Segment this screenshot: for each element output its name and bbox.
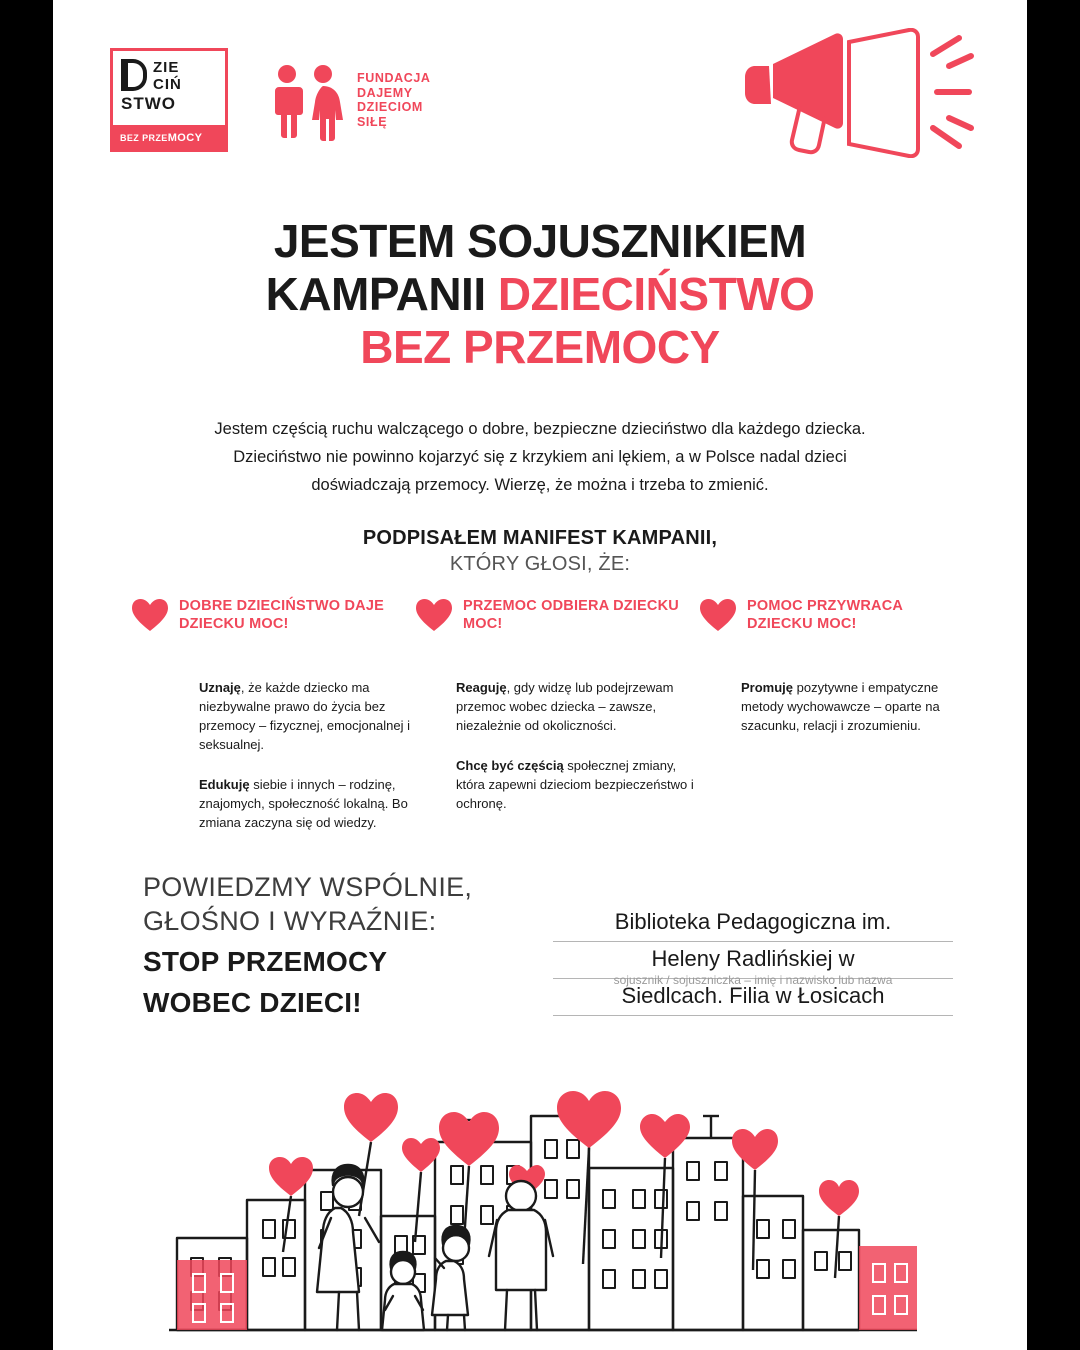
manifest-heading-light: KTÓRY GŁOSI, ŻE: — [449, 553, 631, 575]
heart-icon — [131, 598, 169, 632]
manifest-body-2 — [446, 678, 706, 853]
paragraph-lead: Uznaję — [199, 680, 241, 695]
paragraph-rest: , gdy widzę lub podejrzewam przemoc wobec dziecka – zawsze, niezależnie od okoliczności. — [456, 680, 674, 733]
column-heading-group-1 — [131, 597, 403, 633]
signature-block[interactable] — [553, 905, 953, 1016]
column-heading-group-3 — [699, 597, 971, 633]
manifest-heading — [53, 527, 1027, 576]
logo-dziecinstwo-bez-przemocy — [110, 48, 228, 152]
fdds-line-3: DZIECIOM — [357, 100, 423, 114]
title-line-1: JESTEM SOJUSZNIKIEM — [273, 215, 807, 267]
slogan-bold-line-2: WOBEC DZIECI! — [143, 987, 362, 1018]
paragraph-rest: , że każde dziecko ma niezbywalne prawo do życia bez przemocy – fizycznej, emocjonalnej i seksualnej. — [199, 680, 410, 752]
paragraph-rest: pozytywne i empatyczne metody wychowawcze – oparte na szacunku, relacji i zrozumieniu. — [741, 680, 940, 733]
column-title-2: PRZEMOC ODBIERA DZIECKU MOC! — [463, 598, 679, 632]
city-with-families-and-hearts-illustration — [163, 1020, 923, 1340]
logo-line-2: CIŃ — [153, 76, 182, 93]
fdds-line-4: SIŁĘ — [357, 114, 388, 129]
manifest-column-bodies — [131, 678, 971, 853]
manifest-column-3 — [699, 597, 971, 633]
logo-line-1: ZIE — [153, 59, 180, 76]
paragraph-lead: Reaguję — [456, 680, 507, 695]
manifest-body-3 — [741, 678, 971, 853]
paragraph-lead: Edukuję — [199, 777, 250, 792]
poster-header — [53, 0, 1027, 175]
signature-placeholder: sojusznik / sojuszniczka – imię i nazwisko lub nazwa — [613, 973, 893, 987]
manifest-body-1 — [131, 678, 411, 853]
paragraph-lead: Promuję — [741, 680, 794, 695]
heart-icon — [415, 598, 453, 632]
logo-fundacja-dajemy-dzieciom-sile — [265, 62, 495, 142]
lead-paragraph: Jestem częścią ruchu walczącego o dobre, bezpieczne dzieciństwo dla każdego dziecka. Dzieciństwo nie powinno kojarzyć się z krzykiem ani lękiem, a w Polsce nadal dzieci doświadczają przemocy. Wierzę, że można i trzeba to zmienić. — [214, 420, 866, 494]
manifest-column-1 — [131, 597, 403, 633]
fdds-line-1: FUNDACJA — [357, 71, 431, 85]
column-title-1: DOBRE DZIECIŃSTWO DAJE DZIECKU MOC! — [179, 598, 384, 632]
signature-line-3[interactable]: Siedlcach. Filia w Łosicach — [553, 979, 953, 1016]
logo-tagline-small: BEZ PRZE — [120, 133, 168, 143]
poster-title — [53, 215, 1027, 374]
paragraph-lead: Chcę być częścią — [456, 758, 564, 773]
paragraph-rest: siebie i innych – rodzinę, znajomych, społeczność lokalną. Bo zmiana zaczyna się od wiedzy. — [199, 777, 408, 830]
title-line-2-black: KAMPANII — [265, 268, 498, 320]
d-letter-mark-icon — [121, 59, 147, 91]
title-line-3: BEZ PRZEMOCY — [360, 321, 720, 373]
manifest-paragraph — [741, 678, 971, 735]
slogan-block — [143, 870, 543, 1020]
manifest-paragraph — [199, 775, 411, 832]
column-title-3: POMOC PRZYWRACA DZIECKU MOC! — [747, 598, 903, 632]
column-heading-group-2 — [415, 597, 687, 633]
slogan-light-line-1: POWIEDZMY WSPÓLNIE, — [143, 872, 473, 902]
logo-tagline — [120, 132, 202, 144]
heart-icon — [699, 598, 737, 632]
megaphone-icon — [745, 28, 985, 158]
poster-sheet — [53, 0, 1027, 1350]
manifest-paragraph — [199, 678, 411, 754]
signature-line-1[interactable]: Biblioteka Pedagogiczna im. — [553, 905, 953, 942]
manifest-column-headings — [131, 597, 971, 633]
slogan-light-line-2: GŁOŚNO I WYRAŹNIE: — [143, 906, 437, 936]
fdds-wordmark — [357, 71, 431, 129]
title-line-2-red: DZIECIŃSTWO — [497, 268, 815, 320]
signature-line-2[interactable]: Heleny Radlińskiej w — [553, 942, 953, 979]
slogan-bold-line-1: STOP PRZEMOCY — [143, 946, 388, 977]
manifest-paragraph — [456, 756, 706, 813]
logo-line-3: STWO — [121, 94, 176, 113]
manifest-paragraph — [456, 678, 706, 735]
logo-tagline-strong: MOCY — [167, 132, 203, 144]
title-line-2 — [53, 268, 1027, 321]
fdds-line-2: DAJEMY — [357, 85, 413, 100]
manifest-column-2 — [415, 597, 687, 633]
paragraph-rest: społecznej zmiany, która zapewni dzieciom bezpieczeństwo i ochronę. — [456, 758, 694, 811]
manifest-heading-bold: PODPISAŁEM MANIFEST KAMPANII, — [362, 527, 718, 549]
